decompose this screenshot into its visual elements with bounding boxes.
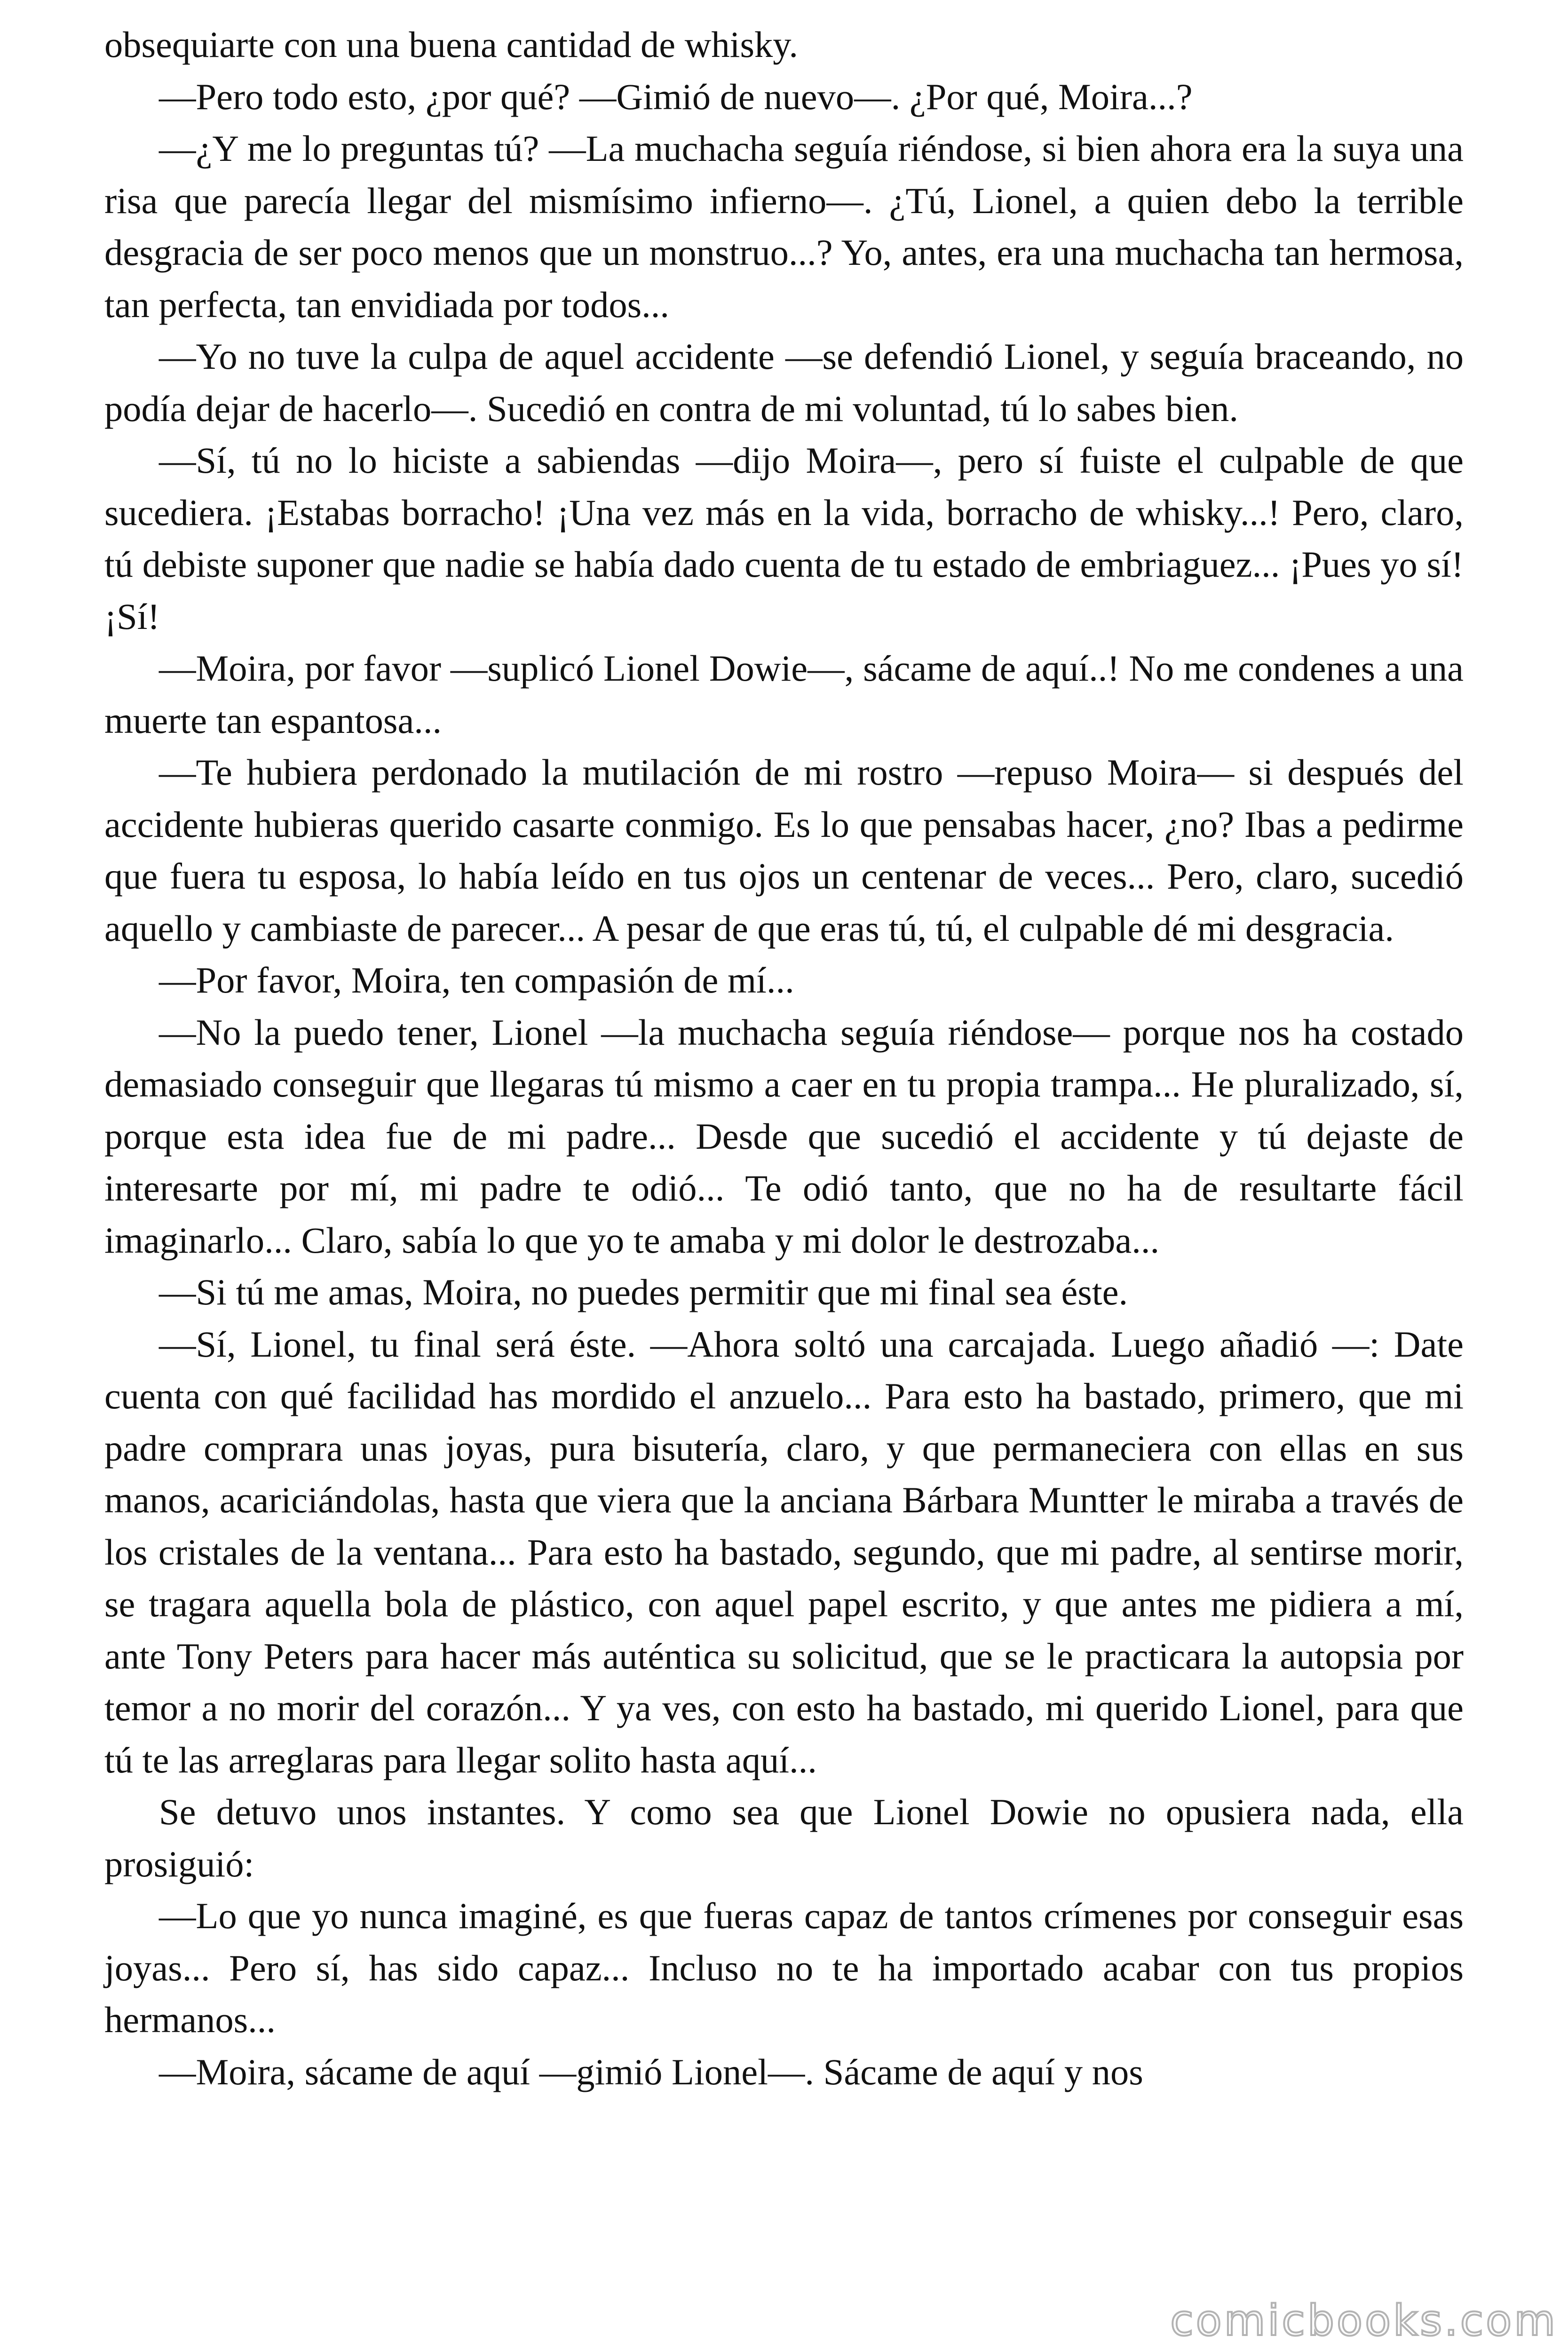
paragraph: —Yo no tuve la culpa de aquel accidente —se defendió Lionel, y seguía braceando, no podía dejar de hacerlo—. Sucedió en contra de mi voluntad, tú lo sabes bien. [104, 336, 1464, 429]
paragraph: —Lo que yo nunca imaginé, es que fueras capaz de tantos crímenes por conseguir esas joyas... Pero sí, has sido capaz... Incluso no te ha importado acabar con tus propios hermanos... [104, 1895, 1464, 2040]
paragraph: obsequiarte con una buena cantidad de whisky. [104, 24, 799, 65]
paragraph: —Sí, Lionel, tu final será éste. —Ahora soltó una carcajada. Luego añadió —: Date cuenta con qué facilidad has mordido el anzuelo... Para esto ha bastado, primero, que mi padre comprara unas joyas, pura bisutería, claro, y que permaneciera con ellas en sus manos, acariciándolas, hasta que viera que la anciana Bárbara Muntter le miraba a través de los cristales de la ventana... Para esto ha bastado, segundo, que mi padre, al sentirse morir, se tragara aquella bola de plástico, con aquel papel escrito, y que antes me pidiera a mí, ante Tony Peters para hacer más auténtica su solicitud, que se le practicara la autopsia por temor a no morir del corazón... Y ya ves, con esto ha bastado, mi querido Lionel, para que tú te las arreglaras para llegar solito hasta aquí... [104, 1323, 1464, 1780]
paragraph: —Pero todo esto, ¿por qué? —Gimió de nuevo—. ¿Por qué, Moira...? [159, 76, 1193, 117]
paragraph: —Si tú me amas, Moira, no puedes permitir que mi final sea éste. [159, 1271, 1128, 1312]
paragraph: —Por favor, Moira, ten compasión de mí... [159, 960, 794, 1001]
paragraph: —Sí, tú no lo hiciste a sabiendas —dijo Moira—, pero sí fuiste el culpable de que sucediera. ¡Estabas borracho! ¡Una vez más en la vida, borracho de whisky...! Pero, claro, tú debiste suponer que nadie se había dado cuenta de tu estado de embriaguez... ¡Pues yo sí! ¡Sí! [104, 440, 1464, 637]
paragraph: Se detuvo unos instantes. Y como sea que Lionel Dowie no opusiera nada, ella prosiguió: [104, 1791, 1464, 1884]
paragraph: —Moira, sácame de aquí —gimió Lionel—. Sácame de aquí y nos [159, 2051, 1143, 2092]
paragraph: —Te hubiera perdonado la mutilación de mi rostro —repuso Moira— si después del accidente hubieras querido casarte conmigo. Es lo que pensabas hacer, ¿no? Ibas a pedirme que fuera tu esposa, lo había leído en tus ojos un centenar de veces... Pero, claro, sucedió aquello y cambiaste de parecer... A pesar de que eras tú, tú, el culpable dé mi desgracia. [104, 752, 1464, 949]
paragraph: —Moira, por favor —suplicó Lionel Dowie—, sácame de aquí..! No me condenes a una muerte tan espantosa... [104, 648, 1464, 741]
paragraph: —No la puedo tener, Lionel —la muchacha seguía riéndose— porque nos ha costado demasiado conseguir que llegaras tú mismo a caer en tu propia trampa... He pluralizado, sí, porque esta idea fue de mi padre... Desde que sucedió el accidente y tú dejaste de interesarte por mí, mi padre te odió... Te odió tanto, que no ha de resultarte fácil imaginarlo... Claro, sabía lo que yo te amaba y mi dolor le destrozaba... [104, 1011, 1464, 1261]
page-body [104, 19, 1464, 2098]
paragraph: —¿Y me lo preguntas tú? —La muchacha seguía riéndose, si bien ahora era la suya una risa que parecía llegar del mismísimo infierno—. ¿Tú, Lionel, a quien debo la terrible desgracia de ser poco menos que un monstruo...? Yo, antes, era una muchacha tan hermosa, tan perfecta, tan envidiada por todos... [104, 128, 1464, 325]
watermark: comicbooks.com [1170, 2296, 1558, 2345]
